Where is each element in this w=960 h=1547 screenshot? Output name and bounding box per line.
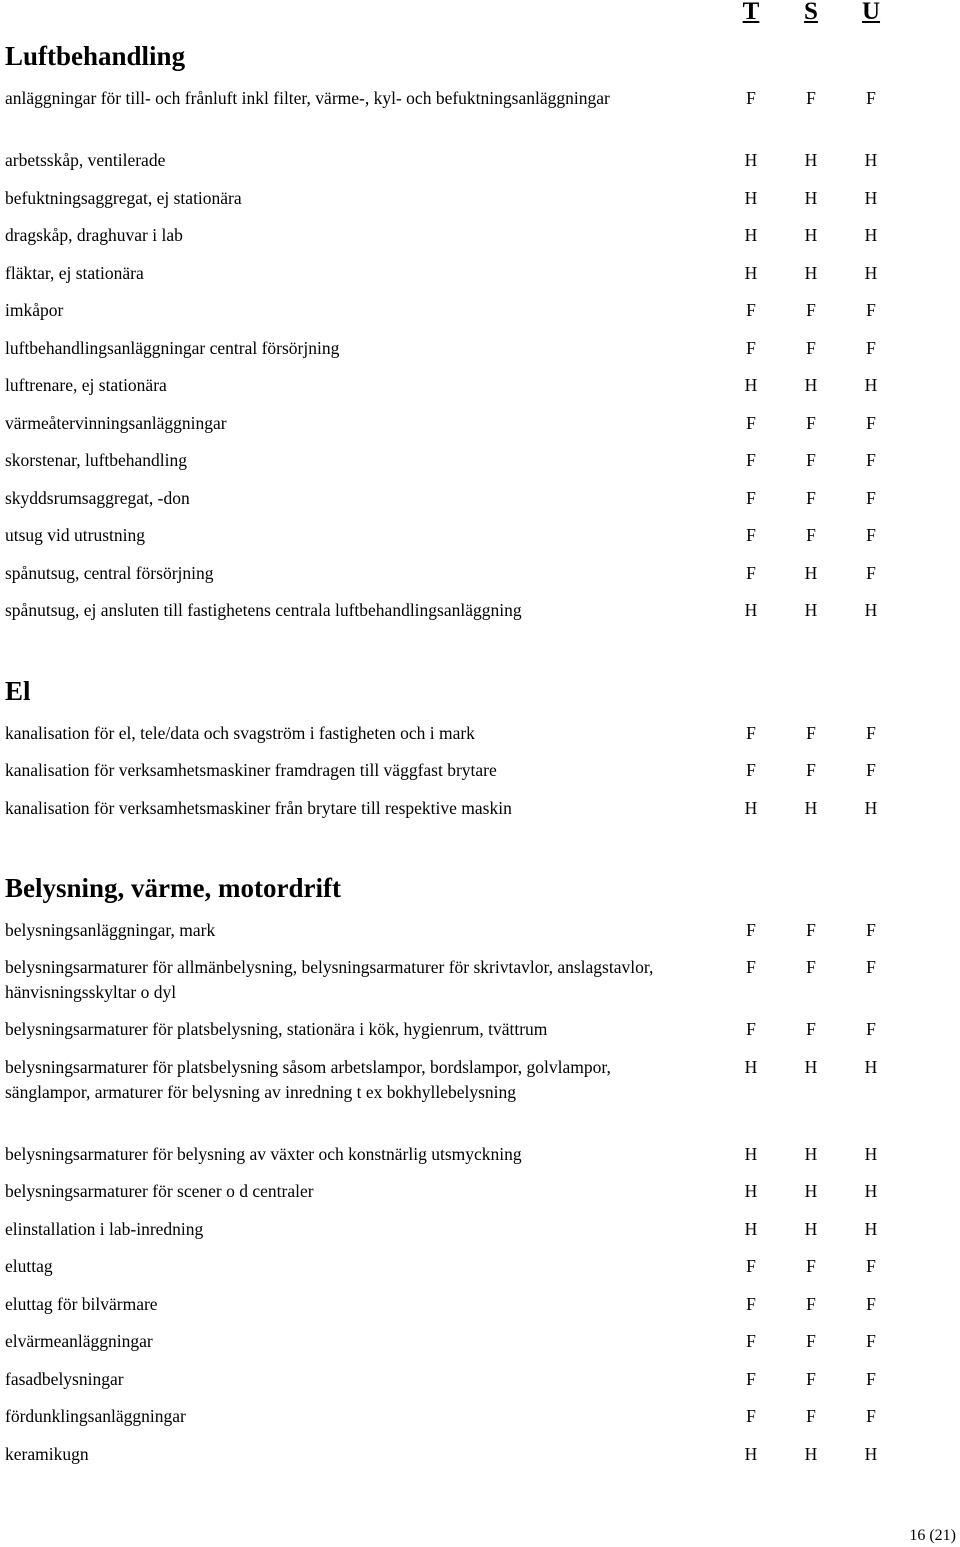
row-label: arbetsskåp, ventilerade — [5, 150, 166, 170]
value-s: H — [804, 150, 818, 170]
value-u: F — [866, 1406, 876, 1426]
value-u: H — [864, 150, 878, 170]
row-label: belysningsarmaturer för platsbelysning, stationära i kök, hygienrum, tvättrum — [5, 1019, 548, 1039]
value-u: H — [864, 1219, 878, 1239]
row-label: fasadbelysningar — [5, 1369, 124, 1389]
value-s: F — [806, 957, 816, 977]
value-s: F — [806, 1331, 816, 1351]
value-s: H — [804, 600, 818, 620]
row-label: elvärmeanläggningar — [5, 1331, 153, 1351]
value-s: H — [804, 1181, 818, 1201]
value-t: F — [746, 920, 756, 940]
row-label: fördunklingsanläggningar — [5, 1406, 186, 1426]
value-t: H — [744, 600, 758, 620]
value-u: F — [866, 1369, 876, 1389]
value-t: F — [746, 1406, 756, 1426]
value-t: H — [744, 1144, 758, 1164]
value-u: F — [866, 1019, 876, 1039]
value-t: F — [746, 413, 756, 433]
value-u: F — [866, 1294, 876, 1314]
column-header-s: S — [804, 0, 818, 25]
value-t: F — [746, 450, 756, 470]
value-t: H — [744, 1444, 758, 1464]
value-t: F — [746, 1019, 756, 1039]
row-label: keramikugn — [5, 1444, 89, 1464]
page-number: 16 (21) — [909, 1527, 956, 1544]
value-t: H — [744, 188, 758, 208]
value-u: F — [866, 1256, 876, 1276]
value-s: F — [806, 300, 816, 320]
value-u: H — [864, 798, 878, 818]
row-label: spånutsug, central försörjning — [5, 563, 214, 583]
value-t: H — [744, 1219, 758, 1239]
value-u: F — [866, 525, 876, 545]
value-t: H — [744, 150, 758, 170]
row-label: anläggningar för till- och frånluft inkl filter, värme-, kyl- och befuktningsanläggningar — [5, 88, 610, 108]
value-s: F — [806, 1406, 816, 1426]
value-s: F — [806, 1369, 816, 1389]
row-label: skyddsrumsaggregat, -don — [5, 488, 190, 508]
value-s: H — [804, 1219, 818, 1239]
row-label: eluttag — [5, 1256, 53, 1276]
row-label: belysningsarmaturer för allmänbelysning, belysningsarmaturer för skrivtavlor, anslagstavlor, hänvisningsskyltar o dyl — [5, 957, 654, 1002]
value-s: F — [806, 760, 816, 780]
column-header-u: U — [861, 0, 881, 25]
value-u: H — [864, 1181, 878, 1201]
value-u: F — [866, 338, 876, 358]
row-label: elinstallation i lab-inredning — [5, 1219, 204, 1239]
value-s: F — [806, 450, 816, 470]
value-u: F — [866, 88, 876, 108]
value-t: H — [744, 263, 758, 283]
value-t: F — [746, 723, 756, 743]
value-u: F — [866, 723, 876, 743]
value-s: F — [806, 338, 816, 358]
value-t: F — [746, 1294, 756, 1314]
value-s: F — [806, 1019, 816, 1039]
value-u: H — [864, 263, 878, 283]
row-label: imkåpor — [5, 300, 64, 320]
row-label: kanalisation för verksamhetsmaskiner från brytare till respektive maskin — [5, 798, 512, 818]
value-s: H — [804, 1057, 818, 1077]
row-label: luftrenare, ej stationära — [5, 375, 167, 395]
value-u: F — [866, 300, 876, 320]
value-s: H — [804, 1144, 818, 1164]
value-t: H — [744, 1057, 758, 1077]
value-t: F — [746, 525, 756, 545]
value-t: H — [744, 798, 758, 818]
value-t: F — [746, 338, 756, 358]
value-t: F — [746, 1256, 756, 1276]
row-label: skorstenar, luftbehandling — [5, 450, 188, 470]
value-s: H — [804, 263, 818, 283]
column-header-t: T — [742, 0, 760, 25]
value-u: F — [866, 413, 876, 433]
value-u: H — [864, 375, 878, 395]
row-label: belysningsarmaturer för belysning av växter och konstnärlig utsmyckning — [5, 1144, 522, 1164]
value-t: F — [746, 88, 756, 108]
row-label: eluttag för bilvärmare — [5, 1294, 158, 1314]
value-t: H — [744, 375, 758, 395]
value-t: F — [746, 957, 756, 977]
value-s: F — [806, 920, 816, 940]
value-s: F — [806, 723, 816, 743]
row-label: kanalisation för el, tele/data och svagström i fastigheten och i mark — [5, 723, 475, 743]
value-u: H — [864, 188, 878, 208]
value-t: F — [746, 1331, 756, 1351]
value-s: H — [804, 188, 818, 208]
value-s: H — [804, 225, 818, 245]
value-t: F — [746, 760, 756, 780]
value-u: H — [864, 225, 878, 245]
row-label: luftbehandlingsanläggningar central försörjning — [5, 338, 340, 358]
value-u: H — [864, 1144, 878, 1164]
value-t: F — [746, 488, 756, 508]
value-s: F — [806, 1256, 816, 1276]
value-t: F — [746, 1369, 756, 1389]
value-u: F — [866, 1331, 876, 1351]
row-label: belysningsarmaturer för platsbelysning såsom arbetslampor, bordslampor, golvlampor, sänglampor, armaturer för belysning av inredning t ex bokhyllebelysning — [5, 1057, 611, 1102]
row-label: dragskåp, draghuvar i lab — [5, 225, 183, 245]
row-label: spånutsug, ej ansluten till fastighetens centrala luftbehandlingsanläggning — [5, 600, 522, 620]
value-s: F — [806, 88, 816, 108]
value-u: F — [866, 488, 876, 508]
value-u: F — [866, 920, 876, 940]
value-u: F — [866, 450, 876, 470]
value-t: F — [746, 300, 756, 320]
row-label: värmeåtervinningsanläggningar — [5, 413, 227, 433]
row-label: fläktar, ej stationära — [5, 263, 144, 283]
value-s: H — [804, 798, 818, 818]
value-t: H — [744, 1181, 758, 1201]
value-u: H — [864, 1057, 878, 1077]
value-u: H — [864, 600, 878, 620]
value-s: F — [806, 488, 816, 508]
value-s: H — [804, 375, 818, 395]
value-s: F — [806, 1294, 816, 1314]
row-label: belysningsanläggningar, mark — [5, 920, 216, 940]
value-t: F — [746, 563, 756, 583]
value-s: H — [804, 1444, 818, 1464]
value-t: H — [744, 225, 758, 245]
value-u: H — [864, 1444, 878, 1464]
row-label: befuktningsaggregat, ej stationära — [5, 188, 242, 208]
row-label: kanalisation för verksamhetsmaskiner framdragen till väggfast brytare — [5, 760, 497, 780]
value-s: F — [806, 525, 816, 545]
row-label: belysningsarmaturer för scener o d centraler — [5, 1181, 314, 1201]
value-u: F — [866, 957, 876, 977]
value-u: F — [866, 563, 876, 583]
row-label: utsug vid utrustning — [5, 525, 146, 545]
section-title-el: El — [5, 676, 31, 706]
value-s: F — [806, 413, 816, 433]
value-s: H — [804, 563, 818, 583]
section-title-luftbehandling: Luftbehandling — [5, 41, 186, 71]
value-u: F — [866, 760, 876, 780]
section-title-belysning: Belysning, värme, motordrift — [5, 873, 341, 903]
